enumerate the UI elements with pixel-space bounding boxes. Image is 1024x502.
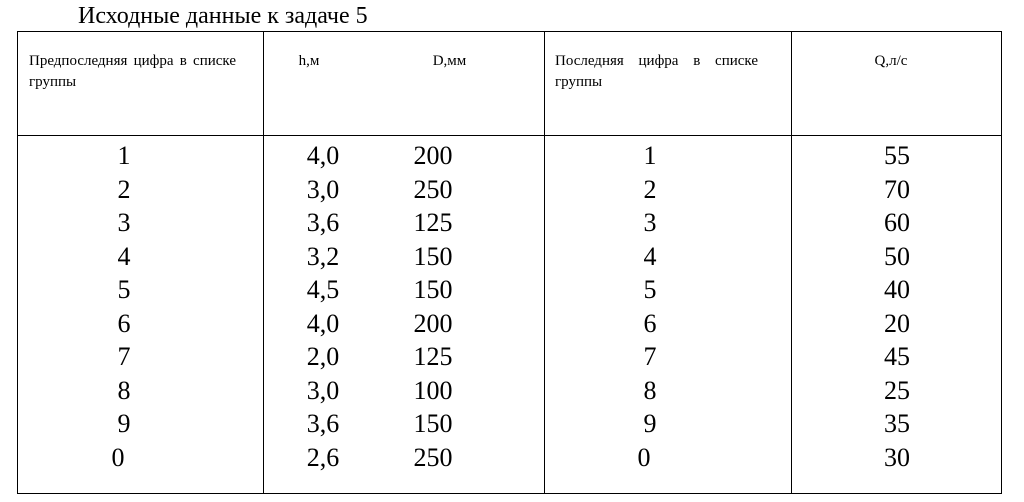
cell-h: 3,0 <box>306 174 340 204</box>
table-row <box>18 240 1001 274</box>
cell-d: 125 <box>413 208 453 237</box>
cell-h: 2,6 <box>306 442 340 472</box>
cell-penultimate-digit: 5 <box>117 275 131 304</box>
header-penultimate-digit: Предпоследняя цифра в списке группы <box>29 53 236 90</box>
cell-penultimate-digit: 9 <box>117 409 131 438</box>
cell-q: 35 <box>884 409 910 438</box>
cell-penultimate-digit: 1 <box>117 141 131 170</box>
header-last-digit: Последняя цифра в списке группы <box>555 53 758 90</box>
cell-d: 100 <box>413 375 453 405</box>
cell-last-digit: 2 <box>643 174 657 204</box>
cell-q: 55 <box>884 141 910 170</box>
header-h: h,м <box>298 53 320 69</box>
table-row <box>18 340 1001 374</box>
cell-h: 3,6 <box>306 409 340 438</box>
cell-q: 60 <box>884 208 910 237</box>
cell-penultimate-digit: 3 <box>117 208 131 237</box>
table-row <box>18 206 1001 240</box>
cell-last-digit: 1 <box>643 141 657 170</box>
table-row <box>18 441 1001 475</box>
cell-penultimate-digit: 8 <box>117 375 131 405</box>
cell-h: 4,0 <box>306 308 340 338</box>
cell-h: 3,6 <box>306 208 340 237</box>
table-body <box>18 139 1001 474</box>
cell-h: 2,0 <box>306 342 340 371</box>
cell-penultimate-digit: 4 <box>117 241 131 271</box>
table-row <box>18 407 1001 441</box>
cell-q: 70 <box>884 174 910 204</box>
cell-d: 250 <box>413 174 453 204</box>
cell-d: 125 <box>413 342 453 371</box>
cell-d: 200 <box>413 141 453 170</box>
cell-q: 40 <box>884 275 910 304</box>
cell-d: 150 <box>413 275 453 304</box>
table-row <box>18 374 1001 408</box>
cell-h: 4,5 <box>306 275 340 304</box>
cell-d: 150 <box>413 409 453 438</box>
cell-h: 4,0 <box>306 141 340 170</box>
cell-q: 30 <box>884 442 910 472</box>
header-q: Q,л/с <box>874 53 908 69</box>
cell-last-digit: 5 <box>643 275 657 304</box>
cell-last-digit: 6 <box>643 308 657 338</box>
cell-d: 200 <box>413 308 453 338</box>
cell-q: 20 <box>884 308 910 338</box>
table-row <box>18 173 1001 207</box>
cell-last-digit: 0 <box>637 442 651 472</box>
cell-last-digit: 9 <box>643 409 657 438</box>
cell-q: 25 <box>884 375 910 405</box>
cell-penultimate-digit: 6 <box>117 308 131 338</box>
data-table <box>17 31 1002 494</box>
cell-h: 3,0 <box>306 375 340 405</box>
cell-d: 250 <box>413 442 453 472</box>
cell-last-digit: 8 <box>643 375 657 405</box>
header-d: D,мм <box>432 53 467 69</box>
table-row <box>18 273 1001 307</box>
cell-last-digit: 3 <box>643 208 657 237</box>
cell-h: 3,2 <box>306 241 340 271</box>
cell-d: 150 <box>413 241 453 271</box>
cell-last-digit: 7 <box>643 342 657 371</box>
cell-penultimate-digit: 2 <box>117 174 131 204</box>
cell-penultimate-digit: 7 <box>117 342 131 371</box>
cell-q: 50 <box>884 241 910 271</box>
cell-last-digit: 4 <box>643 241 657 271</box>
cell-penultimate-digit: 0 <box>111 442 125 472</box>
table-title: Исходные данные к задаче 5 <box>78 3 368 29</box>
cell-q: 45 <box>884 342 910 371</box>
table-row <box>18 307 1001 341</box>
table-row <box>18 139 1001 173</box>
